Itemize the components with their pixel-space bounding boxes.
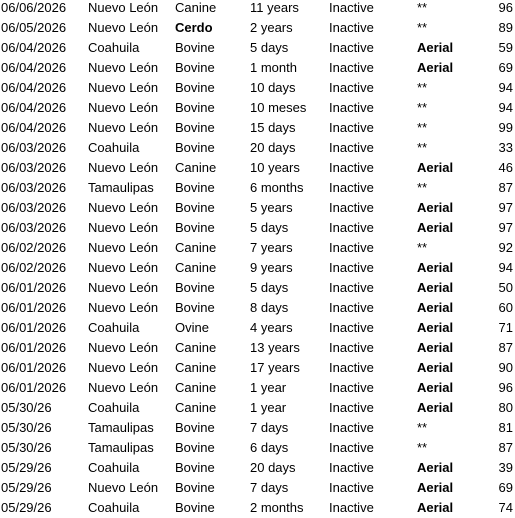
table-row <box>0 458 515 478</box>
state-cell: Nuevo León <box>88 0 159 15</box>
age-cell: 17 years <box>250 360 300 375</box>
state-cell: Coahuila <box>88 40 140 55</box>
value-cell: 69 <box>498 60 513 75</box>
value-cell: 69 <box>498 480 513 495</box>
species-cell: Bovine <box>175 440 215 455</box>
age-cell: 2 months <box>250 500 304 515</box>
age-cell: 9 years <box>250 260 293 275</box>
species-cell: Canine <box>175 400 217 415</box>
status-cell: Inactive <box>329 20 374 35</box>
type-cell: Aerial <box>417 320 454 335</box>
type-cell: Aerial <box>417 60 454 75</box>
date-cell: 06/01/2026 <box>1 360 67 375</box>
status-cell: Inactive <box>329 40 374 55</box>
state-cell: Nuevo León <box>88 120 159 135</box>
status-cell: Inactive <box>329 200 374 215</box>
date-cell: 05/29/26 <box>1 500 52 515</box>
table-row <box>0 0 515 18</box>
value-cell: 96 <box>498 0 513 15</box>
state-cell: Nuevo León <box>88 200 159 215</box>
state-cell: Nuevo León <box>88 480 159 495</box>
state-cell: Nuevo León <box>88 380 159 395</box>
date-cell: 06/04/2026 <box>1 100 67 115</box>
type-cell: Aerial <box>417 40 454 55</box>
value-cell: 97 <box>498 220 513 235</box>
table-row <box>0 298 515 318</box>
table-row <box>0 498 515 518</box>
date-cell: 05/30/26 <box>1 440 52 455</box>
type-cell: ** <box>417 240 428 255</box>
type-cell: Aerial <box>417 480 454 495</box>
age-cell: 6 months <box>250 180 304 195</box>
value-cell: 96 <box>498 380 513 395</box>
type-cell: ** <box>417 80 428 95</box>
age-cell: 10 meses <box>250 100 307 115</box>
species-cell: Bovine <box>175 220 215 235</box>
type-cell: Aerial <box>417 260 454 275</box>
table-row <box>0 118 515 138</box>
date-cell: 05/30/26 <box>1 420 52 435</box>
value-cell: 87 <box>498 180 513 195</box>
species-cell: Bovine <box>175 80 215 95</box>
value-cell: 39 <box>498 460 513 475</box>
value-cell: 59 <box>498 40 513 55</box>
species-cell: Canine <box>175 260 217 275</box>
state-cell: Coahuila <box>88 500 140 515</box>
age-cell: 20 days <box>250 460 296 475</box>
status-cell: Inactive <box>329 180 374 195</box>
species-cell: Canine <box>175 0 217 15</box>
species-cell: Bovine <box>175 100 215 115</box>
species-cell: Bovine <box>175 480 215 495</box>
table-row <box>0 158 515 178</box>
state-cell: Coahuila <box>88 320 140 335</box>
species-cell: Bovine <box>175 180 215 195</box>
type-cell: Aerial <box>417 200 454 215</box>
status-cell: Inactive <box>329 260 374 275</box>
state-cell: Nuevo León <box>88 60 159 75</box>
age-cell: 1 year <box>250 380 287 395</box>
value-cell: 89 <box>498 20 513 35</box>
table-row <box>0 138 515 158</box>
type-cell: Aerial <box>417 500 454 515</box>
type-cell: ** <box>417 140 428 155</box>
date-cell: 05/29/26 <box>1 460 52 475</box>
status-cell: Inactive <box>329 60 374 75</box>
age-cell: 7 days <box>250 480 289 495</box>
age-cell: 5 days <box>250 40 289 55</box>
type-cell: Aerial <box>417 300 454 315</box>
value-cell: 33 <box>498 140 513 155</box>
type-cell: ** <box>417 440 428 455</box>
state-cell: Coahuila <box>88 400 140 415</box>
value-cell: 87 <box>498 440 513 455</box>
state-cell: Tamaulipas <box>88 180 154 195</box>
species-cell: Canine <box>175 360 217 375</box>
age-cell: 2 years <box>250 20 293 35</box>
status-cell: Inactive <box>329 80 374 95</box>
value-cell: 74 <box>498 500 513 515</box>
type-cell: Aerial <box>417 360 454 375</box>
table-row <box>0 178 515 198</box>
status-cell: Inactive <box>329 120 374 135</box>
age-cell: 5 days <box>250 280 289 295</box>
date-cell: 06/05/2026 <box>1 20 67 35</box>
table-row <box>0 78 515 98</box>
status-cell: Inactive <box>329 300 374 315</box>
age-cell: 13 years <box>250 340 300 355</box>
value-cell: 90 <box>498 360 513 375</box>
age-cell: 20 days <box>250 140 296 155</box>
date-cell: 06/03/2026 <box>1 200 67 215</box>
type-cell: Aerial <box>417 460 454 475</box>
table-row <box>0 98 515 118</box>
date-cell: 06/03/2026 <box>1 160 67 175</box>
date-cell: 05/30/26 <box>1 400 52 415</box>
age-cell: 8 days <box>250 300 289 315</box>
species-cell: Bovine <box>175 460 215 475</box>
date-cell: 06/01/2026 <box>1 380 67 395</box>
date-cell: 06/06/2026 <box>1 0 67 15</box>
species-cell: Bovine <box>175 140 215 155</box>
date-cell: 06/01/2026 <box>1 280 67 295</box>
table-row <box>0 478 515 498</box>
age-cell: 5 years <box>250 200 293 215</box>
date-cell: 06/01/2026 <box>1 300 67 315</box>
table-row <box>0 198 515 218</box>
species-cell: Bovine <box>175 280 215 295</box>
type-cell: ** <box>417 420 428 435</box>
age-cell: 10 days <box>250 80 296 95</box>
state-cell: Tamaulipas <box>88 420 154 435</box>
type-cell: Aerial <box>417 380 454 395</box>
type-cell: Aerial <box>417 340 454 355</box>
state-cell: Nuevo León <box>88 80 159 95</box>
value-cell: 46 <box>498 160 513 175</box>
state-cell: Nuevo León <box>88 240 159 255</box>
date-cell: 06/04/2026 <box>1 120 67 135</box>
date-cell: 06/01/2026 <box>1 340 67 355</box>
species-cell: Bovine <box>175 200 215 215</box>
species-cell: Bovine <box>175 40 215 55</box>
table-row <box>0 258 515 278</box>
species-cell: Bovine <box>175 300 215 315</box>
state-cell: Nuevo León <box>88 220 159 235</box>
status-cell: Inactive <box>329 380 374 395</box>
date-cell: 05/29/26 <box>1 480 52 495</box>
species-cell: Canine <box>175 340 217 355</box>
value-cell: 92 <box>498 240 513 255</box>
species-cell: Bovine <box>175 420 215 435</box>
value-cell: 81 <box>498 420 513 435</box>
table-row <box>0 218 515 238</box>
value-cell: 60 <box>498 300 513 315</box>
table-row <box>0 18 515 38</box>
state-cell: Nuevo León <box>88 300 159 315</box>
type-cell: Aerial <box>417 400 454 415</box>
state-cell: Coahuila <box>88 460 140 475</box>
status-cell: Inactive <box>329 400 374 415</box>
value-cell: 97 <box>498 200 513 215</box>
state-cell: Nuevo León <box>88 160 159 175</box>
date-cell: 06/02/2026 <box>1 240 67 255</box>
value-cell: 94 <box>498 260 513 275</box>
type-cell: ** <box>417 120 428 135</box>
table-row <box>0 358 515 378</box>
type-cell: ** <box>417 180 428 195</box>
state-cell: Coahuila <box>88 140 140 155</box>
table-row <box>0 58 515 78</box>
value-cell: 87 <box>498 340 513 355</box>
table-row <box>0 238 515 258</box>
value-cell: 71 <box>498 320 513 335</box>
species-cell: Canine <box>175 380 217 395</box>
date-cell: 06/04/2026 <box>1 40 67 55</box>
age-cell: 4 years <box>250 320 293 335</box>
age-cell: 1 year <box>250 400 287 415</box>
state-cell: Nuevo León <box>88 100 159 115</box>
date-cell: 06/03/2026 <box>1 220 67 235</box>
status-cell: Inactive <box>329 140 374 155</box>
age-cell: 5 days <box>250 220 289 235</box>
species-cell: Cerdo <box>175 20 213 35</box>
value-cell: 94 <box>498 100 513 115</box>
date-cell: 06/02/2026 <box>1 260 67 275</box>
state-cell: Nuevo León <box>88 280 159 295</box>
table-row <box>0 418 515 438</box>
status-cell: Inactive <box>329 240 374 255</box>
state-cell: Nuevo León <box>88 360 159 375</box>
state-cell: Nuevo León <box>88 340 159 355</box>
status-cell: Inactive <box>329 360 374 375</box>
status-cell: Inactive <box>329 220 374 235</box>
status-cell: Inactive <box>329 480 374 495</box>
table-row <box>0 338 515 358</box>
date-cell: 06/03/2026 <box>1 180 67 195</box>
table-row <box>0 438 515 458</box>
age-cell: 1 month <box>250 60 297 75</box>
status-cell: Inactive <box>329 440 374 455</box>
status-cell: Inactive <box>329 100 374 115</box>
status-cell: Inactive <box>329 340 374 355</box>
species-cell: Bovine <box>175 120 215 135</box>
age-cell: 6 days <box>250 440 289 455</box>
age-cell: 7 days <box>250 420 289 435</box>
status-cell: Inactive <box>329 500 374 515</box>
type-cell: ** <box>417 20 428 35</box>
value-cell: 94 <box>498 80 513 95</box>
date-cell: 06/04/2026 <box>1 80 67 95</box>
date-cell: 06/03/2026 <box>1 140 67 155</box>
age-cell: 7 years <box>250 240 293 255</box>
type-cell: ** <box>417 100 428 115</box>
age-cell: 10 years <box>250 160 300 175</box>
type-cell: Aerial <box>417 280 454 295</box>
type-cell: ** <box>417 0 428 15</box>
value-cell: 50 <box>498 280 513 295</box>
species-cell: Bovine <box>175 60 215 75</box>
table-row <box>0 38 515 58</box>
table-row <box>0 378 515 398</box>
status-cell: Inactive <box>329 420 374 435</box>
type-cell: Aerial <box>417 220 454 235</box>
species-cell: Canine <box>175 240 217 255</box>
date-cell: 06/01/2026 <box>1 320 67 335</box>
table-row <box>0 278 515 298</box>
status-cell: Inactive <box>329 460 374 475</box>
species-cell: Canine <box>175 160 217 175</box>
status-cell: Inactive <box>329 0 374 15</box>
state-cell: Nuevo León <box>88 20 159 35</box>
age-cell: 15 days <box>250 120 296 135</box>
species-cell: Ovine <box>175 320 209 335</box>
type-cell: Aerial <box>417 160 454 175</box>
state-cell: Nuevo León <box>88 260 159 275</box>
age-cell: 11 years <box>250 0 299 15</box>
status-cell: Inactive <box>329 320 374 335</box>
table-row <box>0 318 515 338</box>
status-cell: Inactive <box>329 280 374 295</box>
species-cell: Bovine <box>175 500 215 515</box>
date-cell: 06/04/2026 <box>1 60 67 75</box>
value-cell: 99 <box>498 120 513 135</box>
status-cell: Inactive <box>329 160 374 175</box>
state-cell: Tamaulipas <box>88 440 154 455</box>
value-cell: 80 <box>498 400 513 415</box>
table-row <box>0 398 515 418</box>
